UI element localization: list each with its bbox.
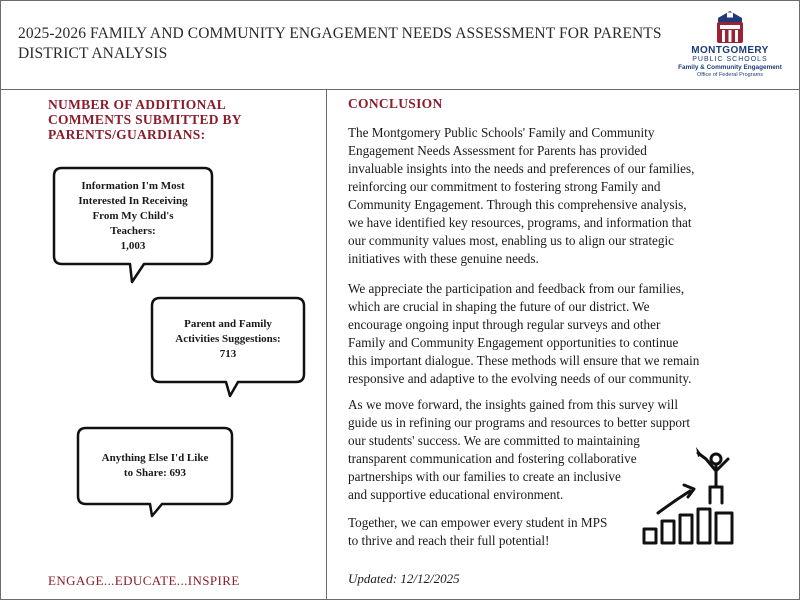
conclusion-paragraph-2 <box>348 280 699 388</box>
logo-department: Family & Community Engagement <box>678 64 782 71</box>
title-line-1: 2025-2026 FAMILY AND COMMUNITY ENGAGEMENT NEEDS ASSESSMENT FOR PARENTS <box>18 25 662 42</box>
conclusion-heading: CONCLUSION <box>348 96 443 111</box>
page-title <box>18 24 662 64</box>
paragraph-line: responsive and adaptive to the evolving needs of our community. <box>348 371 692 386</box>
bubble-2-line-1: Parent and Family <box>184 318 272 330</box>
comments-heading-line-2: COMMENTS SUBMITTED BY <box>48 112 242 127</box>
paragraph-line: our community values most, enabling us to align our strategic <box>348 233 674 248</box>
paragraph-line: invaluable insights into the needs and preferences of our families, <box>348 161 695 176</box>
footer-slogan: ENGAGE...EDUCATE...INSPIRE <box>48 573 240 588</box>
paragraph-line: partnerships with our families to create an inclusive <box>348 469 621 484</box>
logo-subtitle: PUBLIC SCHOOLS <box>692 56 768 63</box>
paragraph-line: Engagement Needs Assessment for Parents has provided <box>348 143 647 158</box>
bubble-1-line-4: Teachers: <box>110 225 156 237</box>
comments-heading-line-3: PARENTS/GUARDIANS: <box>48 127 206 142</box>
header <box>0 0 800 90</box>
bubble-1-line-3: From My Child's <box>92 210 174 222</box>
comments-heading <box>48 97 288 142</box>
paragraph-line: which are crucial in shaping the future of our district. We <box>348 299 650 314</box>
updated-date: Updated: 12/12/2025 <box>348 571 460 586</box>
growth-success-icon <box>640 445 740 547</box>
schoolhouse-logo-icon <box>714 10 746 44</box>
paragraph-line: we have identified key resources, programs, and information that <box>348 215 692 230</box>
bubble-2-line-2: Activities Suggestions: <box>175 333 281 345</box>
comments-heading-line-1: NUMBER OF ADDITIONAL <box>48 97 227 112</box>
paragraph-line: encourage ongoing input through regular surveys and other <box>348 317 661 332</box>
speech-bubble-teacher-info <box>48 160 218 290</box>
paragraph-line: reinforcing our commitment to fostering strong Family and <box>348 179 661 194</box>
bubble-3-line-1: Anything Else I'd Like <box>101 452 209 464</box>
paragraph-line: and supportive educational environment. <box>348 487 564 502</box>
title-line-2: DISTRICT ANALYSIS <box>18 45 168 62</box>
column-divider <box>326 89 327 600</box>
district-logo <box>672 10 788 85</box>
bubble-1-line-2: Interested In Receiving <box>78 195 188 207</box>
paragraph-line: The Montgomery Public Schools' Family and Community <box>348 125 655 140</box>
paragraph-line: to thrive and reach their full potential! <box>348 533 550 548</box>
paragraph-line: guide us in refining our programs and resources to better support <box>348 415 691 430</box>
paragraph-line: our students' success. We are committed to maintaining <box>348 433 640 448</box>
conclusion-paragraph-1 <box>348 124 694 268</box>
paragraph-line: transparent communication and fostering collaborative <box>348 451 637 466</box>
conclusion-paragraph-3 <box>348 396 690 504</box>
bubble-3-line-2: to Share: 693 <box>123 467 187 479</box>
speech-bubble-anything-else <box>72 420 238 520</box>
paragraph-line: this important dialogue. These methods will ensure that we remain <box>348 353 700 368</box>
bubble-1-line-1: Information I'm Most <box>81 180 185 192</box>
paragraph-line: Together, we can empower every student in MPS <box>348 515 608 530</box>
bubble-2-count: 713 <box>219 348 237 360</box>
conclusion-paragraph-4 <box>348 514 607 550</box>
logo-office: Office of Federal Programs <box>697 72 763 78</box>
logo-name: MONTGOMERY <box>691 45 769 56</box>
paragraph-line: As we move forward, the insights gained from this survey will <box>348 397 678 412</box>
speech-bubble-activities <box>146 290 310 400</box>
paragraph-line: We appreciate the participation and feedback from our families, <box>348 281 685 296</box>
bubble-1-count: 1,003 <box>120 240 146 252</box>
paragraph-line: Family and Community Engagement opportunities to continue <box>348 335 679 350</box>
paragraph-line: initiatives with these genuine needs. <box>348 251 539 266</box>
paragraph-line: Community Engagement. Through this comprehensive analysis, <box>348 197 687 212</box>
